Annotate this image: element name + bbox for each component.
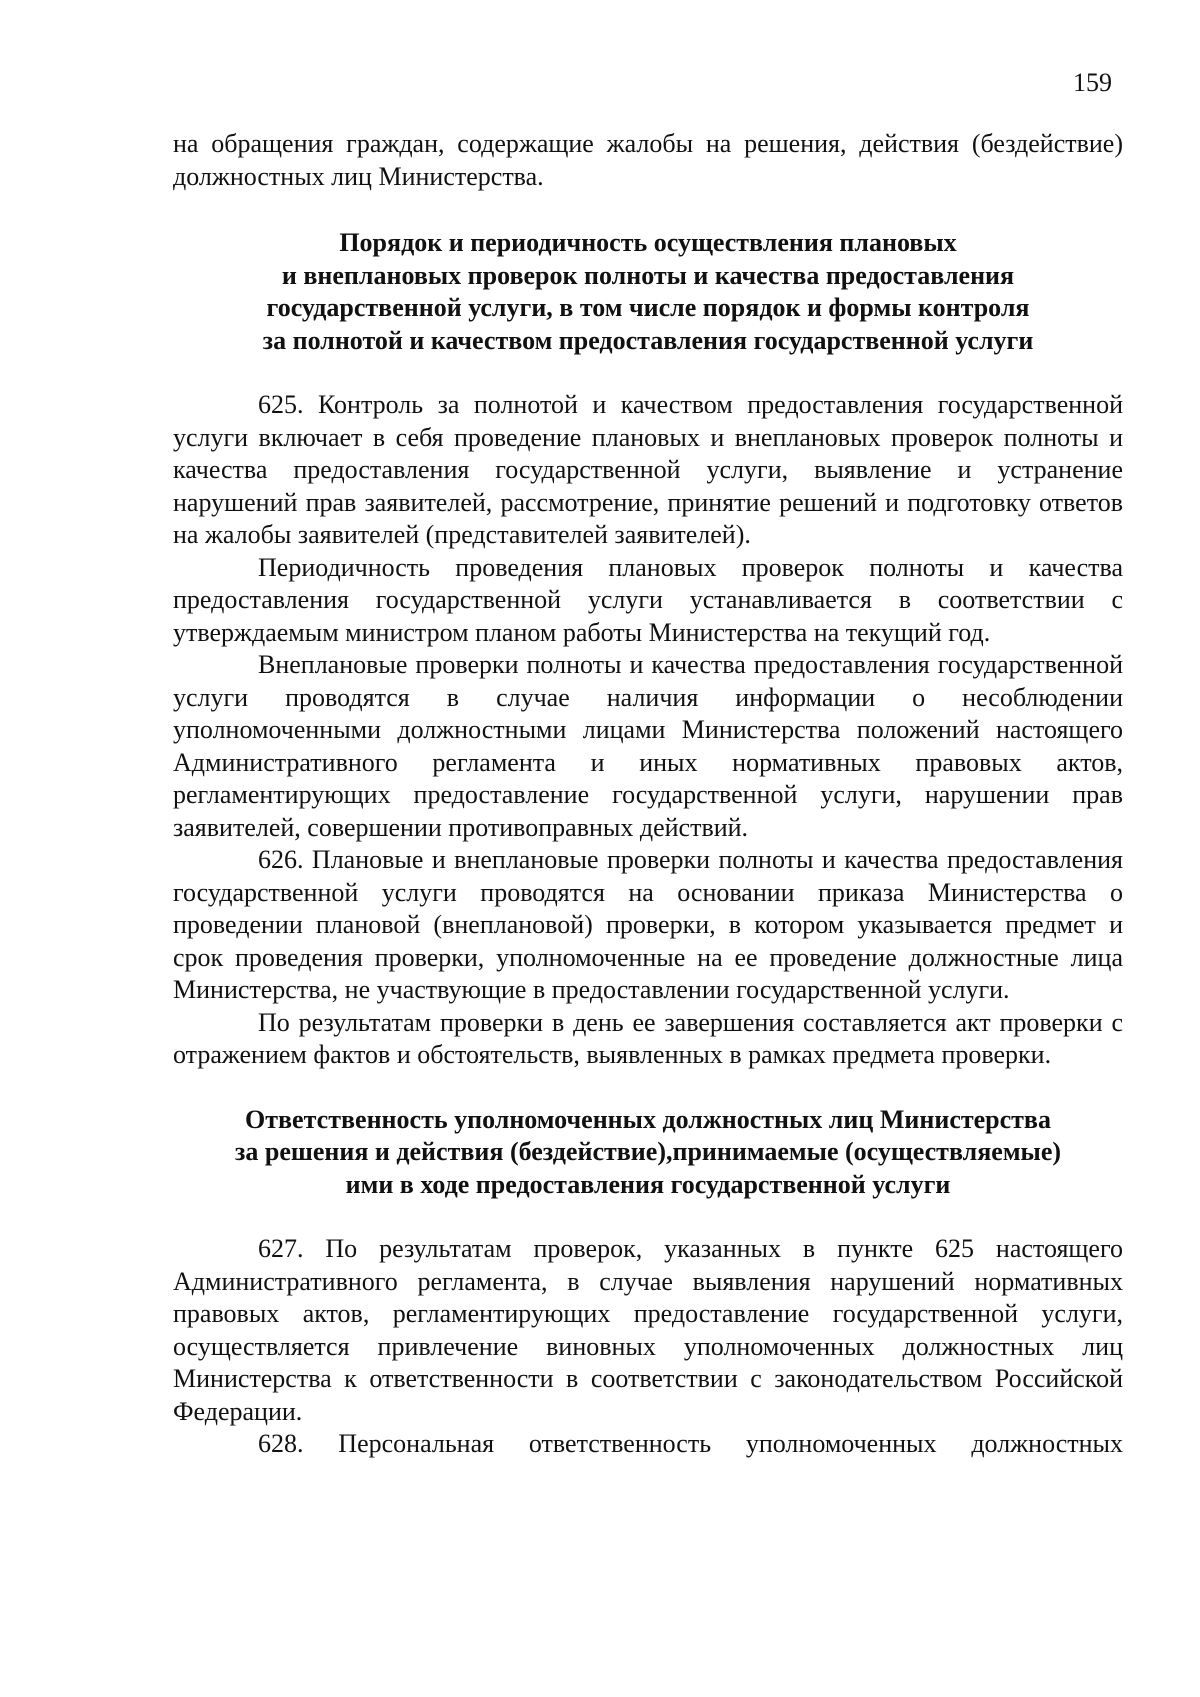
heading-line: за решения и действия (бездействие),принимаемые (осуществляемые) [234, 1137, 1062, 1166]
paragraph-628: 628. Персональная ответственность уполномоченных должностных [258, 1429, 1123, 1458]
document-body [173, 128, 1123, 1461]
section-heading-responsibility [173, 1104, 1123, 1202]
heading-line: Порядок и периодичность осуществления плановых [339, 228, 957, 257]
heading-line: ими в ходе предоставления государственной услуги [345, 1169, 951, 1199]
heading-line: за полнотой и качеством предоставления государственной услуги [262, 325, 1034, 355]
paragraph-625: 625. Контроль за полнотой и качеством предоставления государственной услуги включает в себя проведение плановых и внеплановых проверок полноты и качества предоставления государственной услуги, выявление и устранение нарушений прав заявителей, рассмотрение, принятие решений и подготовку ответов на жалобы заявителей (представителей заявителей). [173, 390, 1123, 549]
paragraph-626: 626. Плановые и внеплановые проверки полноты и качества предоставления государственной услуги проводятся на основании приказа Министерства о проведении плановой (внеплановой) проверки, в котором указывается предмет и срок проведения проверки, уполномоченные на ее проведение должностные лица Министерства, не участвующие в предоставлении государственной услуги. [173, 845, 1123, 1004]
paragraph-periodicity: Периодичность проведения плановых проверок полноты и качества предоставления государственной услуги устанавливается в соответствии с утверждаемым министром планом работы Министерства на текущий год. [173, 552, 1123, 647]
page-number: 159 [1073, 68, 1112, 97]
heading-line: и внеплановых проверок полноты и качества предоставления [281, 260, 1015, 290]
paragraph-627: 627. По результатам проверок, указанных в пункте 625 настоящего Административного регламента, в случае выявления нарушений нормативных правовых актов, регламентирующих предоставление государственной услуги, осуществляется привлечение виновных уполномоченных должностных лиц Министерства к ответственности в соответствии с законодательством Российской Федерации. [173, 1234, 1123, 1426]
paragraph-check-results: По результатам проверки в день ее завершения составляется акт проверки с отражением фактов и обстоятельств, выявленных в рамках предмета проверки. [173, 1007, 1123, 1069]
heading-line: Ответственность уполномоченных должностных лиц Министерства [245, 1104, 1051, 1134]
heading-line: государственной услуги, в том числе порядок и формы контроля [266, 293, 1030, 322]
intro-paragraph: на обращения граждан, содержащие жалобы на решения, действия (бездействие) должностных лиц Министерства. [173, 129, 1123, 191]
section-heading-control [173, 227, 1123, 357]
paragraph-unplanned-checks: Внеплановые проверки полноты и качества предоставления государственной услуги проводятся в случае наличия информации о несоблюдении уполномоченными должностными лицами Министерства положений настоящего Административного регламента и иных нормативных правовых актов, регламентирующих предоставление государственной услуги, нарушении прав заявителей, совершении противоправных действий. [173, 650, 1123, 842]
